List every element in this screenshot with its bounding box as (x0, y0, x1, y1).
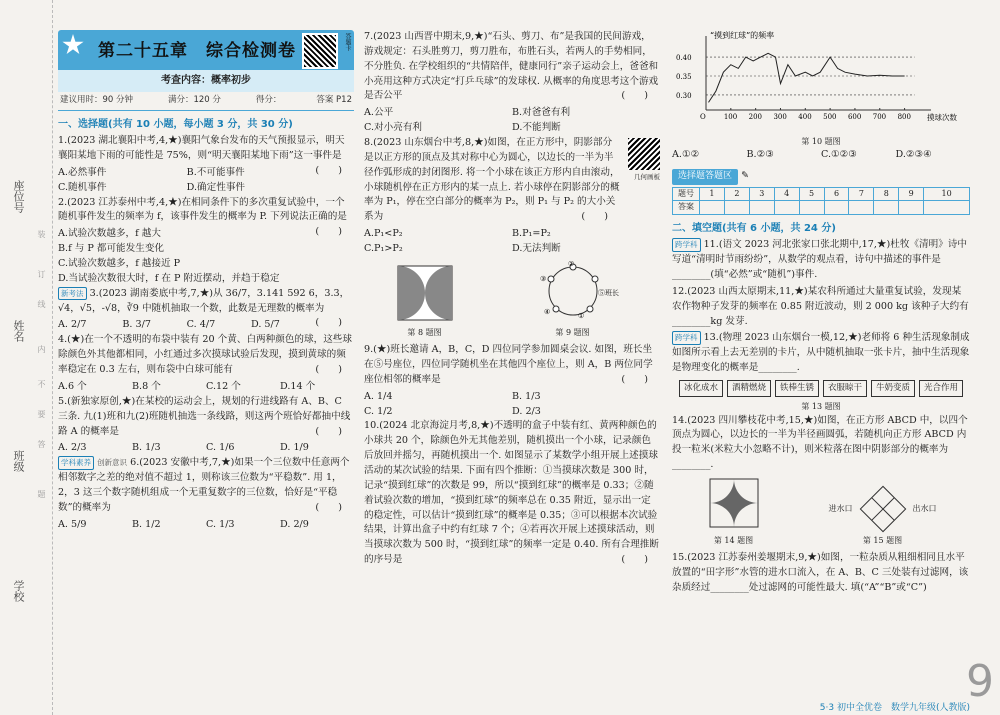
question-6: 学科素养 创新意识 6.(2023 安徽中考,7,★)如果一个三位数中任意两个相邻数字之差的绝对值不超过 1，则称该三位数为“平稳数”. 用 1，2，3 这三个数字随机组成一个无重复数字的三位数，恰好是“平稳数”的概率为 ( ) (58, 457, 350, 513)
answer-table (672, 187, 970, 215)
chapter-title: 第二十五章 综合检测卷 (98, 41, 296, 61)
option: C. 1/2 (364, 405, 393, 417)
option: A.①② (672, 149, 700, 161)
seat-label: ② (567, 260, 574, 268)
option: C.①②③ (821, 149, 857, 161)
y-tick-label: 0.35 (676, 73, 692, 81)
x-tick-label: 800 (897, 113, 911, 121)
footer: 5·3 初中全优卷 数学九年级(人教版) (819, 703, 970, 713)
answer-cell[interactable] (924, 201, 970, 214)
question-3: 新考法 3.(2023 湖南娄底中考,7,★)从 36/7，3.141 592 6，3.3，√4，√5，-√8，∛9 中随机抽取一个数，此数是无理数的概率为 ( ) (58, 287, 350, 329)
option: D.14 个 (280, 380, 316, 392)
answer-cell-row (673, 201, 970, 214)
option: D.无法判断 (512, 243, 561, 255)
pencil-icon: ✎ (741, 170, 750, 182)
figure-9-caption: 第 9 题图 (555, 327, 590, 337)
square-circles-figure (706, 477, 762, 529)
innovation-tag: 创新意识 (97, 458, 128, 468)
cutline-char: 订 (37, 270, 46, 278)
score-info: 满分：120 分 (167, 94, 221, 105)
figure-10 (672, 30, 970, 148)
question-14: 14.(2023 四川攀枝花中考,15,★)如图，在正方形 ABCD 中，以四个顶点为圆心，以边长的一半为半径画圆弧，若随机向正方形 ABCD 内投一粒米(米粒大小忽略不计)，则米粒落在图中阴影部分的概率为________. (672, 414, 968, 471)
page-number: 9 (966, 656, 994, 707)
option: A. 2/7 (58, 319, 87, 331)
answer-cell[interactable] (749, 201, 774, 214)
option: B. 1/2 (132, 518, 161, 530)
cutline-char: 答 (37, 440, 46, 448)
option: B.8 个 (132, 380, 161, 392)
name-label: 姓名 (12, 320, 25, 342)
new-method-tag: 新考法 (58, 287, 87, 301)
star-icon (62, 34, 84, 56)
qr-code-icon[interactable] (628, 138, 660, 170)
literacy-tag: 学科素养 (58, 456, 94, 470)
option: A.公平 (364, 107, 394, 119)
cutline-char: 要 (37, 410, 46, 418)
figures-8-9 (364, 261, 660, 339)
qr-side-label: 答题卡 (344, 33, 351, 51)
cutline-char: 不 (37, 380, 46, 388)
x-tick-label: 400 (798, 113, 812, 121)
qr-code-icon[interactable] (302, 33, 338, 69)
seat-label: ① (577, 311, 584, 320)
option: C.P₁>P₂ (364, 243, 403, 255)
chapter-header (58, 30, 354, 70)
option: B. 3/7 (122, 319, 151, 331)
option: D.当试验次数很大时，f 在 P 附近摆动，并趋于稳定 (58, 272, 280, 284)
question-8: 8.(2023 山东烟台中考,8,★)如图，在正方形中，阴影部分是以正方形的顶点及其对称中心为圆心，以边长的一半为半径作弧形成的封闭图形. 将一个小球在该正方形内自由滚动，小球随机停在正方形内的某一点上. 若小球停在阴影部分的概率为 P₁，停在空白部分的概率为 P₂，则 P₁ 与 P₂ 的大小关系为 ( ) 几何画板 (364, 137, 660, 223)
square-arcs-figure (397, 265, 453, 321)
option: A.必然事件 (58, 166, 107, 178)
answer-cell[interactable] (849, 201, 874, 214)
card: 牛奶变质 (871, 380, 915, 397)
origin-label: O (700, 113, 706, 121)
topic-line: 考查内容：概率初步 (58, 70, 354, 92)
question-12: 12.(2023 山西太原期末,11,★)某农科所通过大量重复试验，发现某农作物种子发芽的频率在 0.85 附近波动，则 2 000 kg 该种子大约有________kg 发芽. (672, 285, 969, 327)
option: B. 1/3 (132, 442, 161, 454)
answer-number: 9 (899, 188, 924, 201)
cutline-char: 内 (37, 345, 46, 353)
option: D. 2/3 (512, 405, 541, 417)
option: B.f 与 P 都可能发生变化 (58, 243, 165, 255)
y-tick-label: 0.30 (676, 91, 692, 100)
option: A. 2/3 (58, 442, 87, 454)
answer-number-row (673, 188, 970, 201)
question-10: 10.(2024 北京海淀月考,8,★)不透明的盒子中装有红、黄两种颜色的小球共 20 个，除颜色外无其他差别，随机摸出一个小球，记录颜色后放回并摇匀，再随机摸出一个. 如图显示了某数学小组开展上述摸球活动的某次试验的结果. 下面有四个推断：①当摸球次数是 300 时，记录“摸到红球”的次数是 99，所以“摸到红球”的概率是 0.33；②随着试验次数的增加，“摸到红球”的频率总在 0.35 附近，显示出一定的稳定性，可以估计“摸到红球”的概率是 0.35；③可以根据本次试验结果，计算出盒子中约有红球 7 个；④若再次开展上述摸球活动，则当摸球次数为 500 时，“摸到红球”的频率一定是 0.40. 所有合理推断的序号是 ( ) (364, 420, 659, 566)
x-tick-label: 700 (872, 113, 887, 121)
option: D. 2/9 (280, 518, 309, 530)
answer-number: 7 (849, 188, 874, 201)
q9-options (364, 390, 660, 420)
answer-area (672, 169, 970, 215)
option: B. 1/3 (512, 390, 541, 402)
q1-options (58, 166, 315, 196)
frequency-line-chart (672, 30, 962, 130)
figure-13-caption: 第 13 题图 (801, 402, 841, 412)
answer-number: 1 (700, 188, 725, 201)
figure-15-caption: 第 15 题图 (862, 535, 903, 545)
answer-number: 2 (724, 188, 749, 201)
question-7: 7.(2023 山西晋中期末,9,★)“石头、剪刀、布”是我国的民间游戏，游戏规定：石头胜剪刀，剪刀胜布，布胜石头，若两人的手势相同，不分胜负. 在学校组织的“共情陪伴，健康同行”亲子运动会上，爸爸和小亮用这种方式决定“打乒乓球”的发球权. 从概率的角度思考这个游戏是否公平 ( ) (364, 31, 659, 102)
seat-label: ③ (539, 274, 546, 283)
y-tick-label: 0.40 (676, 54, 692, 63)
column-2 (364, 30, 660, 570)
option: A.P₁<P₂ (364, 228, 403, 240)
cutline-char: 线 (37, 300, 46, 308)
option: B.②③ (746, 149, 774, 161)
inlet-label: 进水口 (828, 503, 853, 513)
q6-options (58, 518, 354, 533)
answer-cell[interactable] (700, 201, 725, 214)
option: C.随机事件 (58, 181, 107, 193)
school-label: 学校 (12, 580, 25, 602)
option: D. 1/9 (280, 442, 309, 454)
q4-options (58, 380, 354, 395)
class-label: 班级 (12, 450, 25, 472)
figure-9 (518, 261, 628, 339)
cross-subject-tag: 跨学科 (672, 331, 701, 345)
outlet-label: 出水口 (912, 503, 937, 513)
option: A. 1/4 (364, 390, 393, 402)
card: 衣服晾干 (823, 380, 867, 397)
card: 铁棒生锈 (775, 380, 819, 397)
card: 光合作用 (919, 380, 963, 397)
option: B.P₁=P₂ (512, 228, 551, 240)
option: C. 4/7 (186, 319, 216, 331)
info-bar (58, 92, 354, 111)
question-4: 4.(★)在一个不透明的布袋中装有 20 个黄、白两种颜色的球，这些球除颜色外其他都相同，小红通过多次摸球试验后发现，摸到黄球的频率稳定在 0.3 左右，则布袋中白球可能有 ( ) (58, 334, 352, 376)
card: 冰化成水 (679, 380, 723, 397)
q2-options (58, 227, 354, 286)
figure-15 (829, 483, 937, 547)
question-5: 5.(新独家原创,★)在某校的运动会上，规划的行进线路有 A、B、C 三条. 九(1)班和九(2)班随机抽选一条线路，则这两个班恰好都抽中线路 A 的概率是 ( ) (58, 395, 351, 437)
x-tick-label: 300 (773, 113, 787, 121)
answer-number: 3 (749, 188, 774, 201)
section-1-title: 一、选择题(共有 10 小题，每小题 3 分，共 30 分) (58, 118, 293, 130)
option: B.不可能事件 (186, 166, 245, 178)
answer-cell[interactable] (774, 201, 799, 214)
phenomenon-cards (672, 380, 970, 397)
option: C.12 个 (206, 380, 241, 392)
answer-number: 10 (924, 188, 970, 201)
cross-subject-tag: 跨学科 (672, 238, 701, 252)
q10-options (672, 148, 970, 163)
figure-10-caption: 第 10 题图 (801, 136, 841, 146)
binding-margin (0, 0, 53, 715)
question-2: 2.(2023 江苏泰州中考,4,★)在相同条件下的多次重复试验中，一个随机事件发生的频率为 f，该事件发生的概率为 P. 下列说法正确的是 ( ) (58, 196, 347, 238)
x-tick-label: 200 (748, 113, 763, 121)
seat-label: ④ (543, 307, 550, 316)
option: D.不能判断 (512, 122, 561, 134)
qr-caption: 几何画板 (634, 173, 660, 182)
round-table-figure (518, 261, 628, 321)
answer-cell[interactable] (824, 201, 849, 214)
x-tick-label: 500 (823, 113, 837, 121)
answer-cell[interactable] (799, 201, 824, 214)
figure-8 (397, 265, 453, 339)
pipe-grid-figure (853, 483, 913, 535)
option: D.确定性事件 (186, 181, 246, 193)
option: C.试验次数越多，f 越接近 P (58, 258, 181, 270)
answer-cell[interactable] (724, 201, 749, 214)
answer-cell[interactable] (899, 201, 924, 214)
answer-number: 6 (824, 188, 849, 201)
x-tick-label: 100 (723, 113, 738, 121)
question-13: 跨学科 13.(物理 2023 山东烟台一模,12,★)老师将 6 种生活现象制成如图所示看上去无差别的卡片，从中随机抽取一张卡片，抽中生活现象是物理变化的概率是________. (672, 332, 970, 374)
figure-8-caption: 第 8 题图 (407, 327, 442, 337)
answer-area-title: 选择题答题区 (672, 169, 738, 185)
column-1 (58, 30, 354, 533)
row-label: 题号 (673, 188, 700, 201)
x-tick-label: 600 (847, 113, 862, 121)
option: C.对小亮有利 (364, 122, 423, 134)
question-9: 9.(★)班长邀请 A，B，C，D 四位同学参加圆桌会议. 如图，班长坐在⑤号座位，四位同学随机坐在其他四个座位上，则 A，B 两位同学座位相邻的概率是 ( ) (364, 344, 653, 385)
figure-14 (706, 477, 762, 547)
option: B.对爸爸有利 (512, 107, 571, 119)
answer-page-info: 答案 P12 (316, 94, 352, 105)
cutline-char: 题 (37, 490, 46, 498)
answer-cell[interactable] (874, 201, 899, 214)
option: C. 1/6 (206, 442, 235, 454)
option: A. 5/9 (58, 518, 87, 530)
answer-number: 5 (799, 188, 824, 201)
figures-14-15 (672, 477, 970, 547)
question-15: 15.(2023 江苏泰州姜堰期末,9,★)如图，一粒杂质从粗细相同且水平放置的“田字形”水管的进水口流入，在 A、B、C 三处装有过滤网，该杂质经过________处过滤网的可能性最大. 填(“A”“B”或“C”) (672, 552, 969, 594)
chart-title: “摸到红球”的频率 (710, 31, 775, 40)
q7-options (364, 106, 660, 136)
q8-options (364, 227, 660, 257)
row-label: 答案 (673, 201, 700, 214)
card: 酒精燃烧 (727, 380, 771, 397)
option: C. 1/3 (206, 518, 235, 530)
option: D.②③④ (895, 149, 932, 161)
q3-options (58, 318, 315, 333)
time-info: 建议用时：90 分钟 (60, 94, 134, 105)
cutline-char: 装 (37, 230, 46, 238)
x-axis-label: 摸球次数 (927, 113, 957, 122)
question-1: 1.(2023 湖北襄阳中考,4,★)襄阳气象台发布的天气预报显示，明天襄阳某地下雨的可能性是 75%，则“明天襄阳某地下雨”这一事件是 ( ) (58, 135, 345, 176)
column-3 (672, 30, 970, 598)
answer-number: 4 (774, 188, 799, 201)
q5-options (58, 441, 354, 456)
seat-number-label: 座位号 (12, 180, 25, 213)
figure-14-caption: 第 14 题图 (713, 535, 754, 545)
option: D. 5/7 (250, 319, 280, 331)
got-info: 得分： (255, 94, 282, 105)
seat-label: ⑤班长 (597, 288, 619, 297)
answer-number: 8 (874, 188, 899, 201)
option: A.6 个 (58, 380, 87, 392)
option: A.试验次数越多，f 越大 (58, 228, 161, 240)
question-11: 跨学科 11.(语文 2023 河北张家口张北期中,17,★)杜牧《清明》诗中写道“清明时节雨纷纷”，从数学的观点看，诗句中描述的事件是________(填“必然”或“随机”)事件. (672, 239, 968, 281)
section-2-title: 二、填空题(共有 6 小题，共 24 分) (672, 222, 836, 234)
